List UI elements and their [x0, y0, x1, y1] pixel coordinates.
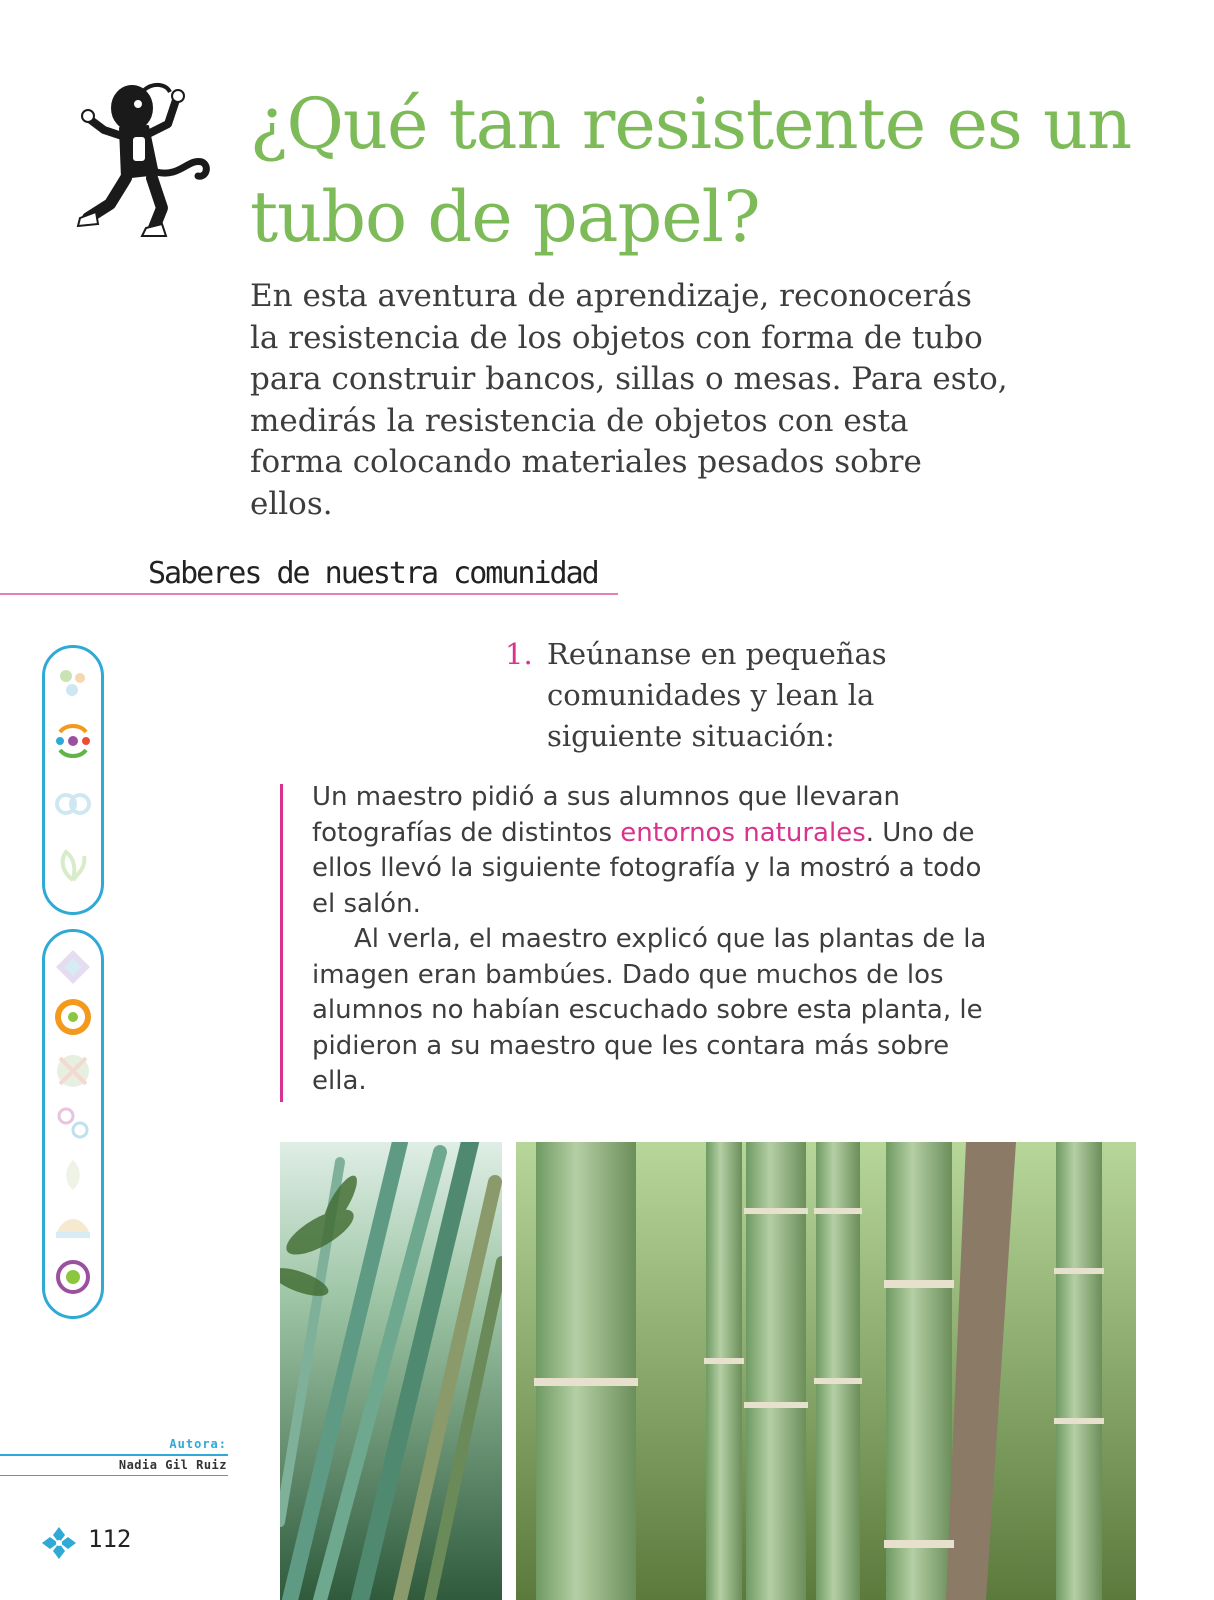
author-label: Autora: — [169, 1437, 227, 1451]
people-icon — [52, 720, 94, 762]
bamboo-photo-left — [280, 1142, 502, 1600]
sun-icon — [52, 1256, 94, 1298]
section-divider — [0, 593, 618, 595]
bamboo-photo-right — [516, 1142, 1136, 1600]
plant-icon — [52, 844, 94, 886]
author-divider-bottom — [0, 1475, 228, 1476]
section-heading: Saberes de nuestra comunidad — [148, 556, 598, 591]
book-logo-icon — [38, 1525, 80, 1561]
quote-paragraph-2: Al verla, el maestro explicó que las plantas de la imagen eran bambúes. Dado que muchos de los alumnos no habían escuchado sobre esta planta, le pidieron a su maestro que les contara más sobre ella. — [312, 924, 987, 1096]
window-icon — [52, 1050, 94, 1092]
lotus-icon — [52, 1154, 94, 1196]
situation-quote — [312, 780, 992, 1100]
mascot-figure-icon — [70, 78, 215, 240]
community-icon — [52, 784, 94, 826]
step-1 — [505, 634, 965, 757]
page-number: 112 — [88, 1525, 132, 1553]
hill-icon — [52, 1204, 94, 1246]
star-shape-icon — [52, 946, 94, 988]
quote-bar — [280, 784, 283, 1102]
nature-icon — [52, 662, 94, 704]
intro-paragraph: En esta aventura de aprendizaje, reconocerás la resistencia de los objetos con forma de tubo para construir bancos, sillas o mesas. Para esto, medirás la resistencia de objetos con esta forma colocando materiales pesados sobre ellos. — [250, 278, 1008, 522]
step-text: Reúnanse en pequeñas comunidades y lean la siguiente situación: — [547, 637, 887, 753]
author-divider — [0, 1454, 228, 1456]
sidebar-rail-top — [42, 645, 104, 915]
target-icon — [52, 996, 94, 1038]
step-number: 1. — [505, 637, 533, 671]
links-icon — [52, 1102, 94, 1144]
sidebar-rail-bottom — [42, 929, 104, 1319]
author-name: Nadia Gil Ruiz — [118, 1458, 227, 1472]
page-title: ¿Qué tan resistente es un tubo de papel? — [250, 83, 1132, 258]
glossary-term[interactable]: entornos naturales — [620, 817, 866, 848]
quote-paragraph-1: Un maestro pidió a sus alumnos que llevaran fotografías de distintos entornos naturales. Uno de ellos llevó la siguiente fotografía y la mostró a todo el salón. — [312, 782, 982, 919]
